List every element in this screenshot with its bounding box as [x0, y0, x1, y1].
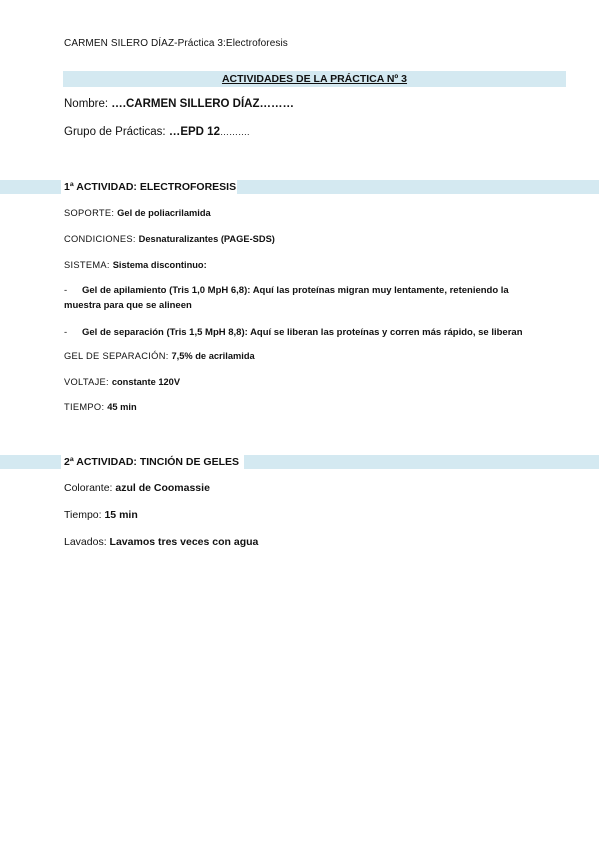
voltaje-label: VOLTAJE: — [64, 377, 112, 387]
tiempo2-line — [64, 509, 138, 521]
tiempo-value: 45 min — [107, 402, 137, 412]
section1-title: 1ª ACTIVIDAD: ELECTROFORESIS — [64, 181, 237, 193]
soporte-line — [64, 208, 211, 218]
name-value: ….CARMEN SILLERO DÍAZ……… — [111, 98, 295, 110]
colorante-value: azul de Coomassie — [115, 482, 210, 494]
voltaje-line — [64, 377, 180, 387]
section1-header — [0, 180, 599, 194]
group-line — [64, 126, 249, 138]
sistema-line — [64, 260, 207, 270]
colorante-line — [64, 482, 210, 494]
bullet-separacion-text: Gel de separación (Tris 1,5 MpH 8,8): Aquí se liberan las proteínas y corren más rápido, se liberan — [82, 327, 523, 338]
gel-line — [64, 351, 255, 361]
colorante-label: Colorante: — [64, 482, 116, 494]
group-trail: ………. — [219, 127, 250, 137]
bullet-separacion — [64, 325, 544, 340]
section2-band-right — [244, 455, 599, 469]
gel-value: 7,5% de acrilamida — [171, 351, 255, 361]
gel-label: GEL DE SEPARACIÓN: — [64, 351, 172, 361]
section2-header — [0, 455, 599, 469]
soporte-value: Gel de poliacrilamida — [117, 208, 211, 218]
sistema-label: SISTEMA: — [64, 260, 113, 270]
document-header: CARMEN SILERO DÍAZ-Práctica 3:Electroforesis — [64, 38, 288, 49]
lavados-value: Lavamos tres veces con agua — [109, 536, 259, 548]
condiciones-line — [64, 234, 275, 244]
document-title: ACTIVIDADES DE LA PRÁCTICA Nº 3 — [221, 73, 408, 85]
name-line — [64, 98, 294, 110]
bullet-dash: - — [64, 285, 68, 296]
bullet-apilamiento — [64, 283, 544, 313]
sistema-value: Sistema discontinuo: — [112, 260, 207, 270]
name-label: Nombre: — [64, 98, 112, 110]
condiciones-value: Desnaturalizantes (PAGE-SDS) — [138, 234, 275, 244]
group-label: Grupo de Prácticas: — [64, 126, 169, 138]
section1-band-left — [0, 180, 61, 194]
lavados-line — [64, 536, 258, 548]
section2-band-left — [0, 455, 61, 469]
tiempo2-label: Tiempo: — [64, 509, 105, 521]
section1-band-right — [237, 180, 599, 194]
title-banner — [63, 71, 566, 87]
lavados-label: Lavados: — [64, 536, 110, 548]
section2-title: 2ª ACTIVIDAD: TINCIÓN DE GELES — [64, 456, 240, 468]
tiempo-line — [64, 402, 137, 412]
condiciones-label: CONDICIONES: — [64, 234, 139, 244]
bullet-dash: - — [64, 327, 68, 338]
voltaje-value: constante 120V — [111, 377, 181, 387]
bullet-apilamiento-text: Gel de apilamiento (Tris 1,0 MpH 6,8): Aquí las proteínas migran muy lentamente, reteniendo la muestra para que se alineen — [64, 285, 509, 311]
tiempo2-value: 15 min — [104, 509, 138, 521]
tiempo-label: TIEMPO: — [64, 402, 108, 412]
soporte-label: SOPORTE: — [64, 208, 118, 218]
group-value: …EPD 12 — [168, 126, 220, 138]
